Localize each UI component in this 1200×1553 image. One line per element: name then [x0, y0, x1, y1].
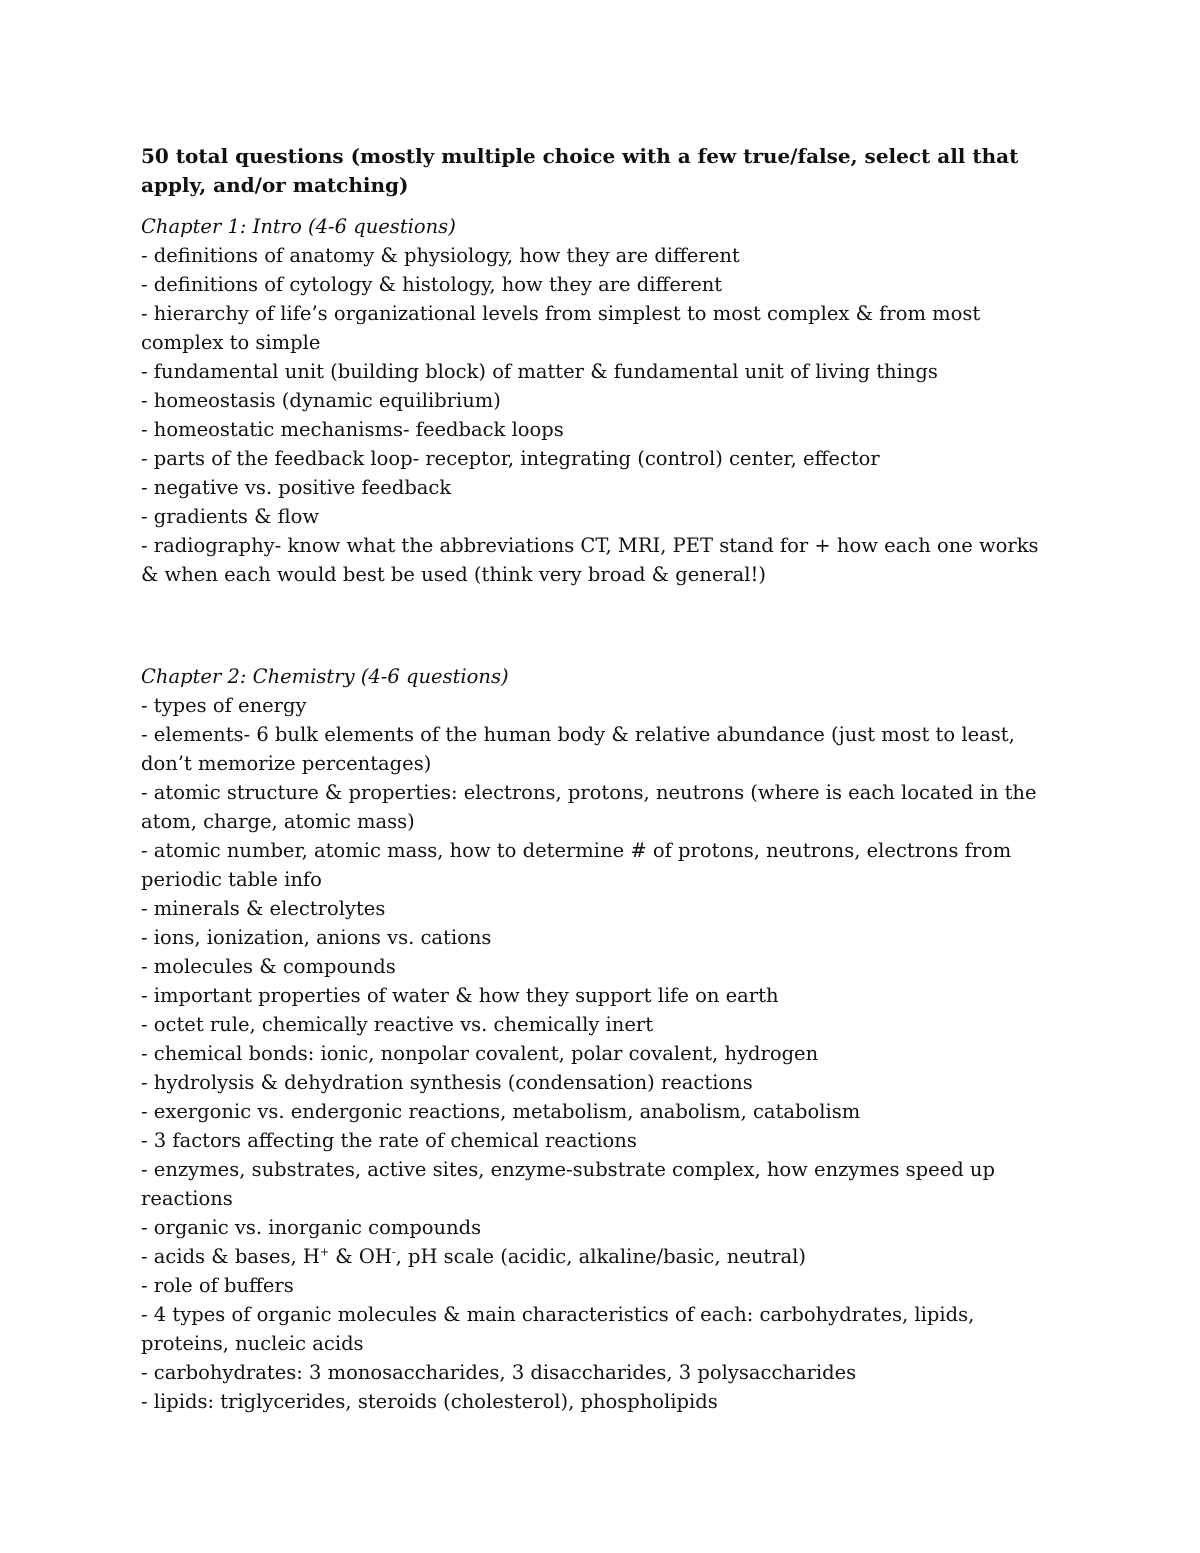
list-item: - octet rule, chemically reactive vs. chemically inert — [141, 1013, 654, 1036]
list-item: - fundamental unit (building block) of matter & fundamental unit of living things — [141, 360, 938, 383]
list-item: - hydrolysis & dehydration synthesis (condensation) reactions — [141, 1071, 753, 1094]
oh-minus-superscript: - — [391, 1245, 396, 1259]
list-item: - enzymes, substrates, active sites, enzyme-substrate complex, how enzymes speed up reactions — [141, 1158, 995, 1210]
acids-text-prefix: - acids & bases, H — [141, 1245, 320, 1268]
list-item: - homeostatic mechanisms- feedback loops — [141, 418, 564, 441]
acids-text-suffix: , pH scale (acidic, alkaline/basic, neutral) — [395, 1245, 807, 1268]
list-item: - important properties of water & how they support life on earth — [141, 984, 779, 1007]
list-item: - atomic structure & properties: electrons, protons, neutrons (where is each located in the atom, charge, atomic mass) — [141, 781, 1037, 833]
chapter-2-section — [141, 662, 1061, 1416]
list-item: - chemical bonds: ionic, nonpolar covalent, polar covalent, hydrogen — [141, 1042, 819, 1065]
list-item: - homeostasis (dynamic equilibrium) — [141, 389, 501, 412]
list-item: - radiography- know what the abbreviations CT, MRI, PET stand for + how each one works & when each would best be used (think very broad & general!) — [141, 534, 1039, 586]
list-item: - lipids: triglycerides, steroids (cholesterol), phospholipids — [141, 1390, 718, 1413]
list-item: - molecules & compounds — [141, 955, 396, 978]
list-item: - 3 factors affecting the rate of chemical reactions — [141, 1129, 637, 1152]
exam-overview-heading: 50 total questions (mostly multiple choice with a few true/false, select all that apply, and/or matching) — [141, 144, 1019, 197]
list-item: - organic vs. inorganic compounds — [141, 1216, 482, 1239]
list-item: - parts of the feedback loop- receptor, integrating (control) center, effector — [141, 447, 880, 470]
section-spacer — [141, 589, 1061, 662]
list-item: - 4 types of organic molecules & main characteristics of each: carbohydrates, lipids, proteins, nucleic acids — [141, 1303, 975, 1355]
list-item: - carbohydrates: 3 monosaccharides, 3 disaccharides, 3 polysaccharides — [141, 1361, 857, 1384]
acids-text-middle: & OH — [329, 1245, 392, 1268]
list-item-acids-bases — [141, 1242, 1061, 1271]
list-item: - ions, ionization, anions vs. cations — [141, 926, 492, 949]
list-item: - atomic number, atomic mass, how to determine # of protons, neutrons, electrons from periodic table info — [141, 839, 1012, 891]
list-item: - hierarchy of life’s organizational levels from simplest to most complex & from most complex to simple — [141, 302, 981, 354]
chapter-2-title: Chapter 2: Chemistry (4-6 questions) — [141, 665, 509, 688]
list-item: - minerals & electrolytes — [141, 897, 386, 920]
document-page — [141, 142, 1061, 1416]
list-item: - definitions of cytology & histology, how they are different — [141, 273, 723, 296]
list-item: - definitions of anatomy & physiology, how they are different — [141, 244, 740, 267]
list-item: - role of buffers — [141, 1274, 294, 1297]
list-item: - exergonic vs. endergonic reactions, metabolism, anabolism, catabolism — [141, 1100, 861, 1123]
list-item: - negative vs. positive feedback — [141, 476, 452, 499]
chapter-1-title: Chapter 1: Intro (4-6 questions) — [141, 215, 456, 238]
h-plus-superscript: + — [319, 1245, 330, 1259]
list-item: - gradients & flow — [141, 505, 320, 528]
list-item: - types of energy — [141, 694, 307, 717]
chapter-1-section — [141, 212, 1061, 589]
list-item: - elements- 6 bulk elements of the human body & relative abundance (just most to least, don’t memorize percentages) — [141, 723, 1015, 775]
